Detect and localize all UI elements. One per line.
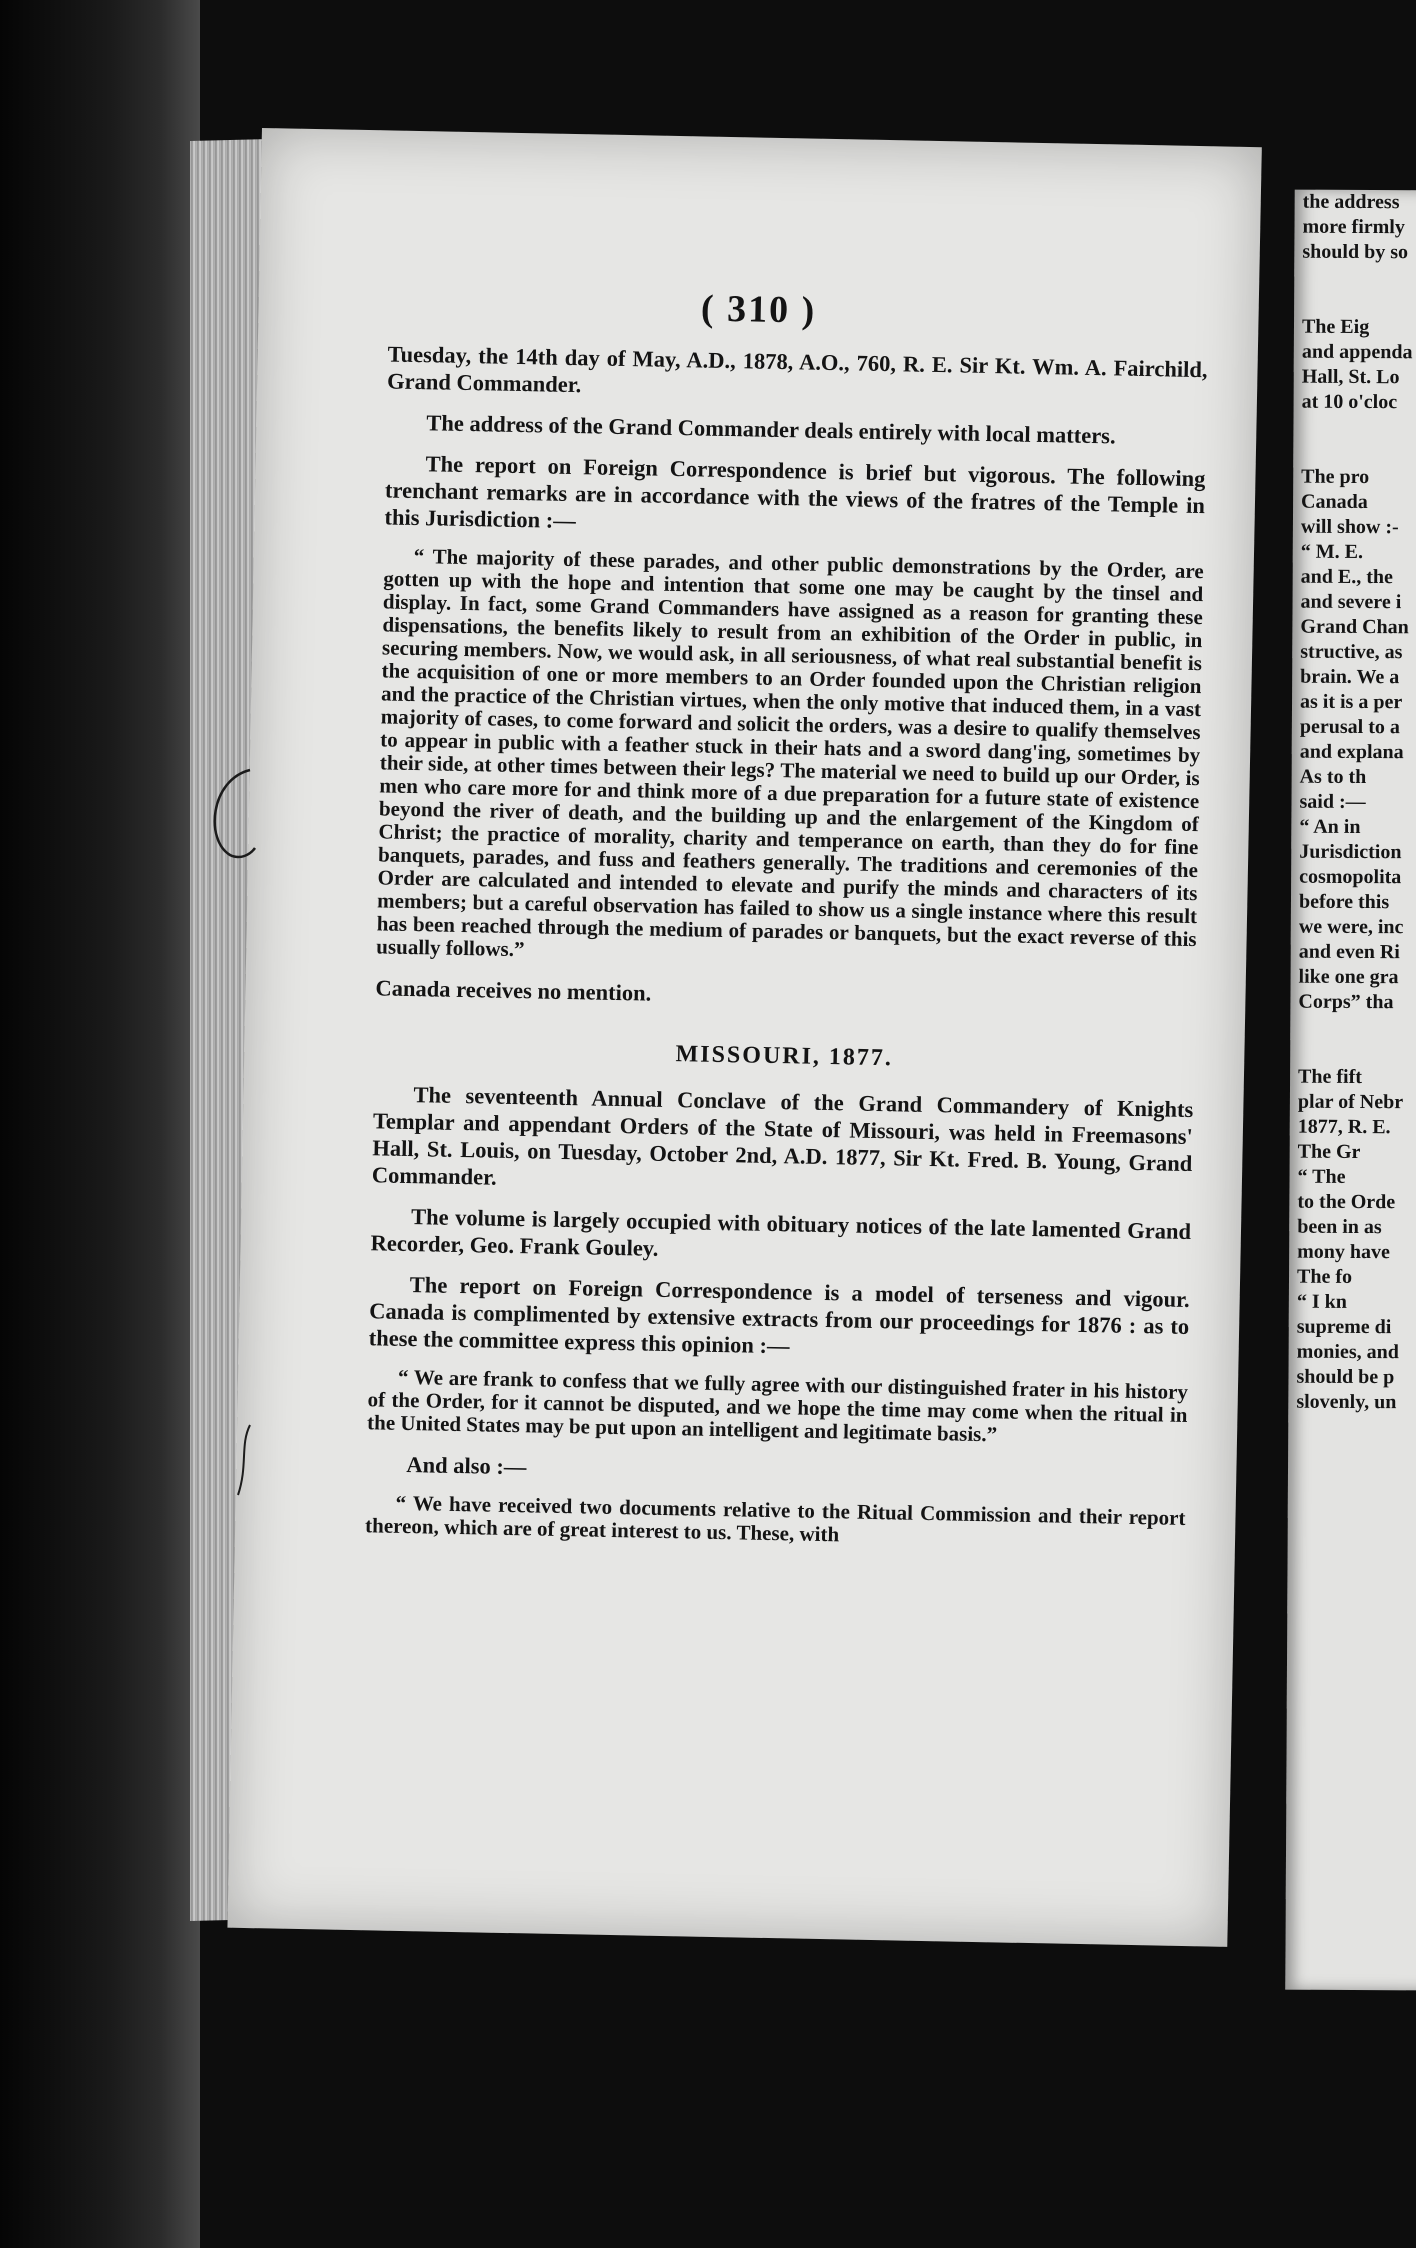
- facing-page-line: “ An in: [1299, 815, 1361, 838]
- facing-page-line: perusal to a: [1299, 715, 1400, 739]
- book-spine-shadow: [0, 0, 200, 2248]
- facing-page-line: 1877, R. E.: [1297, 1115, 1391, 1139]
- line-gap: [1294, 265, 1416, 316]
- facing-page-line: supreme di: [1296, 1315, 1392, 1339]
- paragraph: The address of the Grand Commander deals entirely with local matters.: [426, 410, 1116, 449]
- paragraph: Canada receives no mention.: [375, 975, 652, 1006]
- facing-page-line: As to th: [1299, 765, 1367, 789]
- facing-page-line: to the Orde: [1297, 1190, 1396, 1214]
- facing-page-line: “ The: [1297, 1165, 1346, 1188]
- facing-page-line: said :—: [1299, 790, 1366, 814]
- pencil-mark: [200, 760, 260, 880]
- facing-page-line: cosmopolita: [1299, 865, 1402, 889]
- facing-page-line: slovenly, un: [1296, 1390, 1397, 1414]
- paragraph: The report on Foreign Correspondence is a model of terseness and vigour. Canada is complimented by extensive extracts from our proceedings for 1876 : as to these the committee express this opinion :—: [368, 1272, 1190, 1359]
- facing-page-line: the address: [1302, 190, 1400, 214]
- facing-page-line: and E., the: [1300, 565, 1393, 589]
- facing-page-line: mony have: [1297, 1240, 1391, 1264]
- facing-page-line: The Gr: [1297, 1140, 1361, 1164]
- facing-page-line: The pro: [1301, 465, 1370, 489]
- facing-page-line: at 10 o'cloc: [1301, 390, 1398, 414]
- facing-page-line: will show :-: [1300, 515, 1399, 539]
- facing-page-line: and even Ri: [1298, 940, 1400, 964]
- block-quote: “ The majority of these parades, and other public demonstrations by the Order, are gotten up with the hope and intention that some one may be caught by the tinsel and display. In fact, some Grand Commanders have assigned as a reason for granting these dispensations, the benefits likely to result from an exhibition of the Order in public, in securing members. Now, we would ask, in all seriousness, of what real substantial benefit is the acquisition of one or more members to an Order founded upon the Christian religion and the practice of the Christian virtues, when the only motive that induced them, in a vast majority of cases, to come forward and solicit the orders, was a desire to qualify themselves to appear in public with a feather stuck in their hats and a sword dang'ing, sometimes by their side, at other times between their legs? The material we need to build up our Order, is men who care more for and think more of a due preparation for a future state of existence beyond the river of death, and the building up and the enlargement of the Kingdom of Christ; the practice of morality, charity and temperance on earth, than they do for fine banquets, parades, and fuss and feathers generally. The traditions and ceremonies of the Order are calculated and intended to elevate and purify the minds and characters of its members; but a careful observation has failed to show us a single instance where this result has been reached through the medium of parades or banquets, but the exact reverse of this usually follows.”: [376, 543, 1204, 962]
- line-gap: [1293, 415, 1416, 466]
- facing-page-line: before this: [1298, 890, 1390, 914]
- facing-page-line: more firmly: [1302, 215, 1405, 239]
- facing-page-fragment: [1285, 190, 1416, 1991]
- facing-page-line: Hall, St. Lo: [1301, 365, 1400, 389]
- facing-page-line: plar of Nebr: [1297, 1090, 1404, 1114]
- facing-page-line: should be p: [1296, 1365, 1395, 1389]
- facing-page-line: The fo: [1296, 1265, 1353, 1288]
- paragraph: The report on Foreign Correspondence is brief but vigorous. The following trenchant remarks are in accordance with the views of the fratres of the Temple in this Jurisdiction :—: [384, 451, 1206, 534]
- line-gap: [1290, 1015, 1416, 1066]
- scanned-page: [227, 128, 1261, 1947]
- facing-page-line: and explana: [1299, 740, 1404, 764]
- facing-page-line: Canada: [1301, 490, 1368, 514]
- pencil-mark: [230, 1420, 260, 1500]
- facing-page-line: and severe i: [1300, 590, 1402, 614]
- facing-page-line: Jurisdiction: [1299, 840, 1402, 864]
- paragraph: Tuesday, the 14th day of May, A.D., 1878, A.O., 760, R. E. Sir Kt. Wm. A. Fairchild, Grand Commander.: [386, 341, 1208, 398]
- block-quote: “ We have received two documents relative to the Ritual Commission and their report thereon, which are of great interest to us. These, with: [364, 1490, 1186, 1547]
- paragraph: The seventeenth Annual Conclave of the Grand Commandery of Knights Templar and appendant Orders of the State of Missouri, was held in Freemasons' Hall, St. Louis, on Tuesday, October 2nd, A.D. 1877, Sir Kt. Fred. B. Young, Grand Commander.: [371, 1082, 1194, 1190]
- facing-page-line: Corps” tha: [1298, 990, 1394, 1014]
- facing-page-line: like one gra: [1298, 965, 1399, 989]
- paragraph: The volume is largely occupied with obituary notices of the late lamented Grand Recorder, Geo. Frank Gouley.: [370, 1204, 1192, 1261]
- facing-page-line: “ I kn: [1296, 1290, 1347, 1313]
- facing-page-line: we were, inc: [1298, 915, 1404, 939]
- facing-page-line: and appenda: [1301, 340, 1413, 364]
- facing-page-line: as it is a per: [1299, 690, 1403, 714]
- page-body: [365, 340, 1208, 1569]
- facing-page-line: monies, and: [1296, 1340, 1399, 1364]
- facing-page-line: “ M. E.: [1300, 540, 1364, 564]
- facing-page-line: brain. We a: [1300, 665, 1400, 689]
- facing-page-line: The Eig: [1301, 315, 1370, 339]
- facing-page-line: structive, as: [1300, 640, 1403, 664]
- page-number: ( 310 ): [700, 287, 817, 332]
- paragraph: And also :—: [406, 1452, 527, 1480]
- facing-page-line: The fift: [1298, 1065, 1363, 1089]
- section-heading: MISSOURI, 1877.: [675, 1041, 894, 1072]
- block-quote: “ We are frank to confess that we fully agree with our distinguished frater in his history of the Order, for it cannot be disputed, and we hope the time may come when the ritual in the United States may be put upon an intelligent and legitimate basis.”: [366, 1364, 1189, 1447]
- facing-page-line: should by so: [1302, 240, 1409, 264]
- facing-page-line: been in as: [1297, 1215, 1382, 1239]
- facing-page-line: Grand Chan: [1300, 615, 1409, 639]
